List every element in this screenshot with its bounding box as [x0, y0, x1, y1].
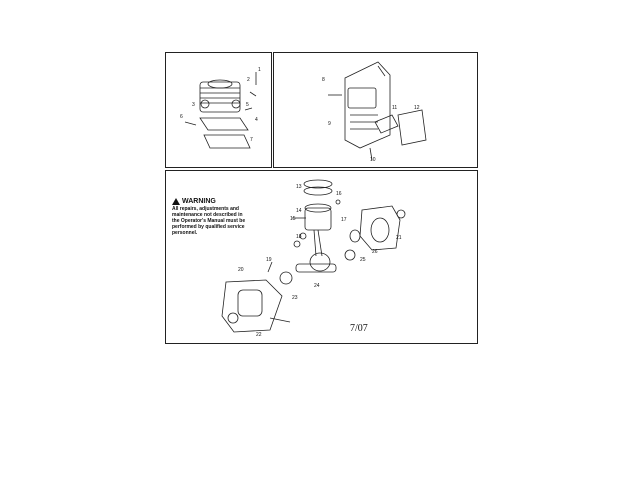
callout-4: 4: [255, 117, 258, 123]
callout-11: 11: [392, 105, 398, 111]
callout-22: 22: [256, 332, 262, 338]
callout-24: 24: [314, 283, 320, 289]
callout-21: 21: [396, 235, 402, 241]
callout-18: 18: [296, 234, 302, 240]
callout-7: 7: [250, 137, 253, 143]
callout-12: 12: [414, 105, 420, 111]
warning-heading: [172, 198, 246, 205]
callout-3: 3: [192, 102, 195, 108]
callout-16: 16: [336, 191, 342, 197]
callout-13: 13: [296, 184, 302, 190]
warning-text: All repairs, adjustments and maintenance not described in the Operator's Manual must be performed by qualified service personnel.: [172, 206, 246, 236]
cylinder-drawing: [185, 72, 256, 148]
callout-25: 25: [360, 257, 366, 263]
callout-1: 1: [258, 67, 261, 73]
callout-8: 8: [322, 77, 325, 83]
callout-2: 2: [247, 77, 250, 83]
date-code: 7/07: [350, 323, 368, 334]
crankcase-right-drawing: [350, 206, 405, 250]
callout-6: 6: [180, 114, 183, 120]
warning-notice: [172, 198, 246, 236]
muffler-drawing: [328, 62, 426, 160]
callout-14: 14: [296, 208, 302, 214]
callout-26: 26: [372, 249, 378, 255]
callout-9: 9: [328, 121, 331, 127]
callout-15: 15: [290, 216, 296, 222]
warning-title: WARNING: [182, 198, 216, 205]
callout-17: 17: [341, 217, 347, 223]
callout-20: 20: [238, 267, 244, 273]
warning-triangle-icon: [172, 198, 180, 205]
callout-19: 19: [266, 257, 272, 263]
crankcase-left-drawing: [222, 262, 290, 332]
callout-23: 23: [292, 295, 298, 301]
callout-10: 10: [370, 157, 376, 163]
callout-5: 5: [246, 102, 249, 108]
crankshaft-drawing: [280, 230, 355, 284]
